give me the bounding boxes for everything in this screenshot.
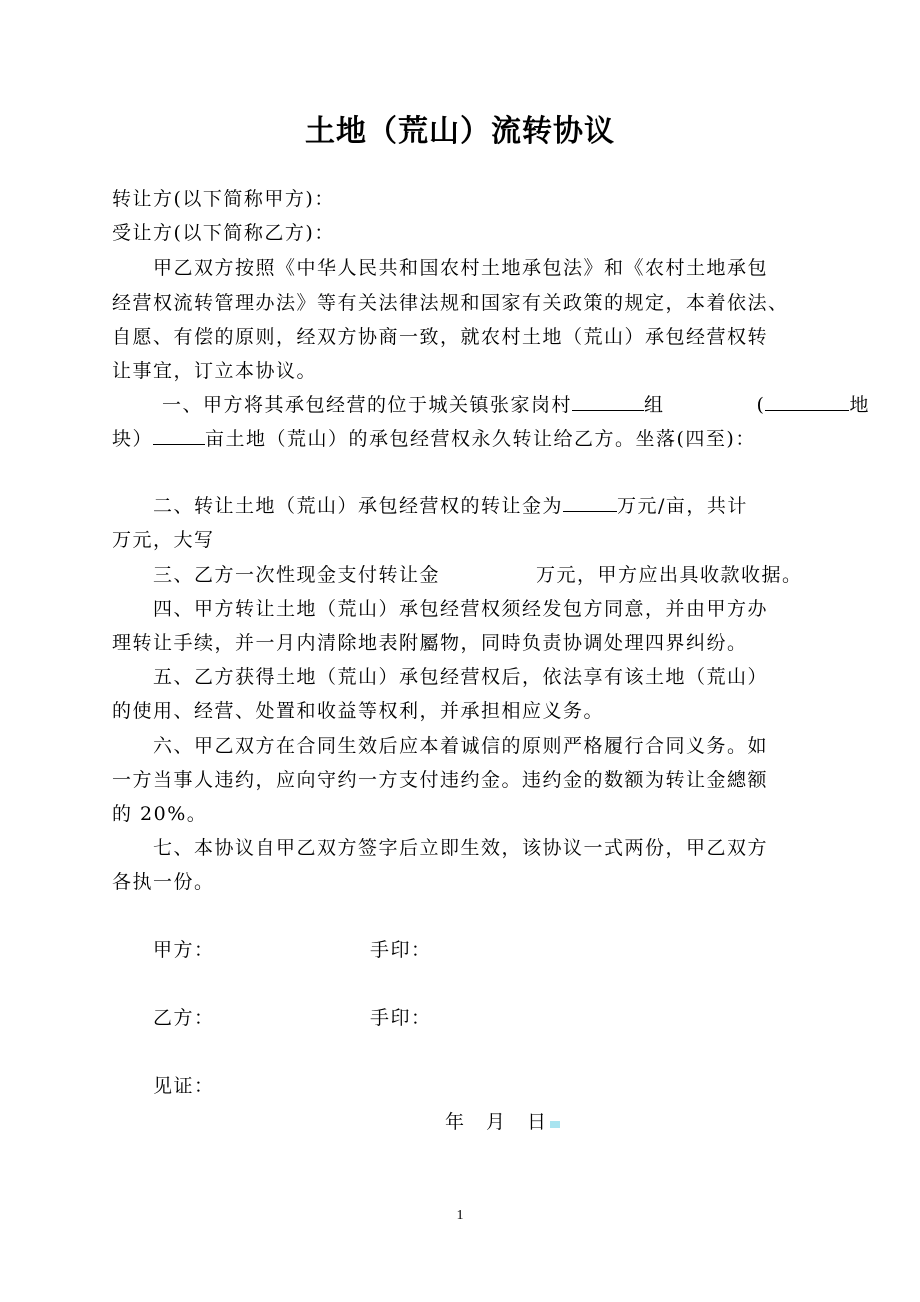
page-number: 1	[456, 1208, 464, 1223]
clause-7-line-2: 各执一份。	[112, 871, 215, 893]
clause-1-text-b: 组	[644, 394, 665, 416]
clause-1-line-2	[112, 424, 756, 454]
clause-2-text-b: 万元/亩，共计	[617, 495, 748, 517]
plot-blank	[765, 390, 849, 411]
clause-3-line	[153, 560, 803, 590]
clause-6-line-3: 的 20%。	[112, 803, 208, 825]
area-blank	[153, 424, 205, 445]
document-title: 土地（荒山）流转协议	[305, 114, 615, 149]
clause-7-line-1: 七、本协议自甲乙双方签字后立即生效，该协议一式两份，甲乙双方	[153, 837, 769, 859]
clause-6-line-1: 六、甲乙双方在合同生效后应本着诚信的原则严格履行合同义务。如	[153, 735, 769, 757]
transferor-line: 转让方(以下简称甲方)：	[112, 188, 335, 210]
clause-2-line-2: 万元，大写	[112, 529, 215, 551]
party-b-signature-label: 乙方：	[153, 1007, 215, 1029]
clause-3-text-b: 万元，甲方应出具收款收据。	[536, 564, 803, 586]
party-a-signature-label: 甲方：	[153, 939, 215, 961]
party-a-fingerprint-label: 手印：	[370, 939, 432, 961]
party-b-fingerprint-label: 手印：	[370, 1007, 432, 1029]
clause-1-text-a: 一、甲方将其承包经营的位于城关镇张家岗村	[162, 394, 573, 416]
text-cursor-marker	[550, 1121, 560, 1128]
clause-2-text-a: 二、转让土地（荒山）承包经营权的转让金为	[153, 495, 564, 517]
clause-5-line-1: 五、乙方获得土地（荒山）承包经营权后，依法享有该土地（荒山）	[153, 666, 769, 688]
transferee-line: 受让方(以下简称乙方)：	[112, 222, 335, 244]
clause-1-text-f: 亩土地（荒山）的承包经营权永久转让给乙方。坐落(四至)：	[205, 428, 756, 450]
price-blank	[563, 491, 617, 512]
clause-4-line-2: 理转让手续，并一月内清除地表附屬物，同時负责协调处理四界纠纷。	[112, 632, 748, 654]
group-blank	[572, 390, 644, 411]
witness-label: 见证：	[153, 1075, 215, 1097]
date-line	[445, 1107, 560, 1137]
clause-3-text-a: 三、乙方一次性现金支付转让金	[153, 564, 441, 586]
date-text: 年 月 日	[445, 1111, 548, 1133]
intro-line-2: 经营权流转管理办法》等有关法律法规和国家有关政策的规定，本着依法、	[112, 292, 789, 314]
clause-1-line-1	[162, 390, 870, 420]
clause-4-line-1: 四、甲方转让土地（荒山）承包经营权须经发包方同意，并由甲方办	[153, 598, 769, 620]
clause-1-text-d: 地	[849, 394, 870, 416]
clause-1-text-c: (	[756, 394, 766, 416]
intro-line-1: 甲乙双方按照《中华人民共和国农村土地承包法》和《农村土地承包	[153, 257, 769, 279]
intro-line-3: 自愿、有偿的原则，经双方协商一致，就农村土地（荒山）承包经营权转	[112, 326, 769, 348]
clause-2-line-1	[153, 491, 748, 521]
clause-5-line-2: 的使用、经营、处置和收益等权利，并承担相应义务。	[112, 700, 605, 722]
intro-line-4: 让事宜，订立本协议。	[112, 360, 318, 382]
clause-1-text-e: 块）	[112, 428, 154, 450]
clause-6-line-2: 一方当事人违约，应向守约一方支付违约金。违约金的数额为转让金總额	[112, 769, 769, 791]
